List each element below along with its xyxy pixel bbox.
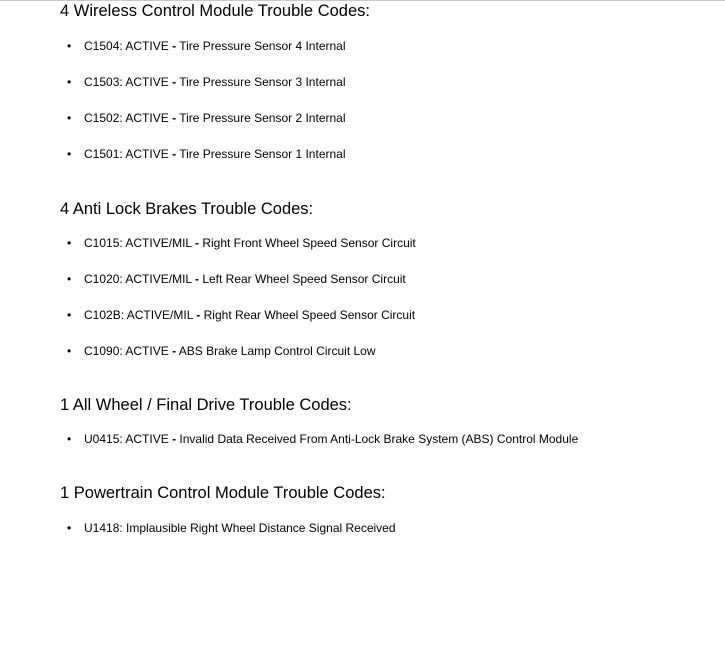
code-description: Tire Pressure Sensor 1 Internal bbox=[179, 147, 346, 161]
list-item: • C1020: ACTIVE/MIL - Left Rear Wheel Speed Sensor Circuit bbox=[67, 272, 406, 286]
section-powertrain-control-module bbox=[0, 483, 725, 535]
code-id: U0415 bbox=[84, 432, 120, 446]
code-id: C1501 bbox=[84, 147, 120, 161]
bullet: • bbox=[67, 147, 72, 161]
code-status: ACTIVE bbox=[125, 344, 169, 358]
list-item: • C1015: ACTIVE/MIL - Right Front Wheel Speed Sensor Circuit bbox=[67, 236, 416, 250]
code-description: ABS Brake Lamp Control Circuit Low bbox=[178, 344, 376, 358]
code-status: ACTIVE bbox=[125, 111, 169, 125]
section-all-wheel-final-drive bbox=[0, 395, 725, 446]
code-description: Right Front Wheel Speed Sensor Circuit bbox=[202, 236, 416, 250]
code-id: C1090 bbox=[84, 344, 120, 358]
list-item: • C1504: ACTIVE - Tire Pressure Sensor 4 Internal bbox=[67, 39, 346, 53]
code-description: Left Rear Wheel Speed Sensor Circuit bbox=[202, 272, 406, 286]
code-status: ACTIVE/MIL bbox=[126, 308, 193, 322]
section-heading: 1 Powertrain Control Module Trouble Codes: bbox=[60, 484, 386, 502]
section-heading: 4 Wireless Control Module Trouble Codes: bbox=[60, 2, 370, 20]
bullet: • bbox=[67, 272, 72, 286]
code-description: Right Rear Wheel Speed Sensor Circuit bbox=[203, 308, 416, 322]
code-id: C1015 bbox=[84, 236, 120, 250]
list-item: • C1502: ACTIVE - Tire Pressure Sensor 2 Internal bbox=[67, 111, 346, 125]
code-status: ACTIVE bbox=[125, 432, 169, 446]
list-item: • C1090: ACTIVE - ABS Brake Lamp Control Circuit Low bbox=[67, 344, 376, 358]
code-id: C1503 bbox=[84, 75, 120, 89]
list-item: • C1501: ACTIVE - Tire Pressure Sensor 1 Internal bbox=[67, 147, 346, 161]
code-status: ACTIVE/MIL bbox=[125, 272, 192, 286]
code-description: Tire Pressure Sensor 3 Internal bbox=[179, 75, 346, 89]
code-description: Tire Pressure Sensor 4 Internal bbox=[179, 39, 346, 53]
list-item: • U1418: Implausible Right Wheel Distance Signal Received bbox=[67, 521, 396, 535]
code-description: Implausible Right Wheel Distance Signal Received bbox=[126, 521, 396, 535]
bullet: • bbox=[67, 75, 72, 89]
code-status: ACTIVE bbox=[125, 147, 169, 161]
code-id: U1418 bbox=[84, 521, 120, 535]
code-description: Invalid Data Received From Anti-Lock Brake System (ABS) Control Module bbox=[179, 432, 579, 446]
bullet: • bbox=[67, 432, 72, 446]
section-heading: 4 Anti Lock Brakes Trouble Codes: bbox=[60, 200, 314, 218]
code-id: C1020 bbox=[84, 272, 120, 286]
section-heading: 1 All Wheel / Final Drive Trouble Codes: bbox=[60, 396, 352, 414]
code-id: C1504 bbox=[84, 39, 120, 53]
code-status: ACTIVE bbox=[125, 75, 169, 89]
code-id: C102B bbox=[84, 308, 121, 322]
code-id: C1502 bbox=[84, 111, 120, 125]
list-item: • C102B: ACTIVE/MIL - Right Rear Wheel Speed Sensor Circuit bbox=[67, 308, 416, 322]
section-anti-lock-brakes bbox=[0, 199, 725, 358]
section-wireless-control-module bbox=[0, 1, 725, 161]
bullet: • bbox=[67, 344, 72, 358]
bullet: • bbox=[67, 39, 72, 53]
bullet: • bbox=[67, 521, 72, 535]
list-item: • C1503: ACTIVE - Tire Pressure Sensor 3 Internal bbox=[67, 75, 346, 89]
code-status: ACTIVE bbox=[125, 39, 169, 53]
bullet: • bbox=[67, 111, 72, 125]
bullet: • bbox=[67, 236, 72, 250]
code-description: Tire Pressure Sensor 2 Internal bbox=[179, 111, 346, 125]
bullet: • bbox=[67, 308, 72, 322]
code-status: ACTIVE/MIL bbox=[125, 236, 192, 250]
list-item: • U0415: ACTIVE - Invalid Data Received From Anti-Lock Brake System (ABS) Control Module bbox=[67, 432, 579, 446]
